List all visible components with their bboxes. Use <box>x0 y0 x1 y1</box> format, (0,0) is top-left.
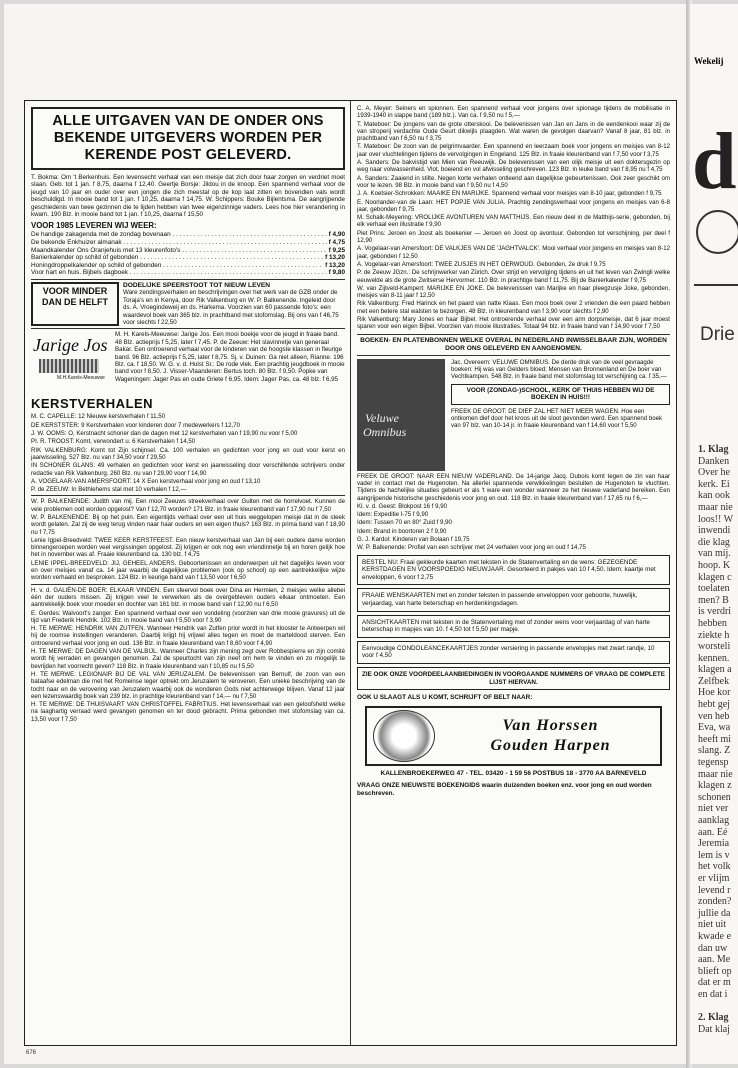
intro-text: T. Bokma: Om 't Berkenhuis. Een levensecht verhaal van een meisje dat zich door haar zorgen en verdriet moet slaan. Geb. tot 1 jan. f 8,75, daarna f 12,40. Geertje Borsje: Jildou in de knoop. Een spannend verhaal voor de jeugd van 10 jaar en ouder over een jongen die zich meestal op de kop laat zitten en bovendien vals wordt beschuldigd. In mooie band tot 1 jan. f 10,25, daarna f 14,75. W. Schippers: Bouke Bijlentsma. De aangrijpende geschiedenis van twee gezinnen die te lijden hebben van twee eigenzinnige vaders. Lees hoe hier verandering in kwam. 190 Blz. in mooie band tot 1 jan. f 10,25, daarna f 15,50 <box>31 174 345 219</box>
facing-header: Wekelij <box>694 56 724 66</box>
book-entry: M. Schalk-Meyering: VROLIJKE AVONTUREN VAN MATTHIJS. Een nieuw deel in de Matthijs-serie, gebonden, bij elk verhaal een illustratie f 9,90 <box>357 214 670 229</box>
cover-title: Jarige Jos <box>33 335 108 356</box>
page-number: 676 <box>26 1050 37 1056</box>
facing-bottom <box>698 1012 730 1035</box>
boekenbonnen-notice: BOEKEN- EN PLATENBONNEN WELKE OVERAL IN NEDERLAND INWISSELBAAR ZIJN, WORDEN DOOR ONS GELEVERD EN AANGENOMEN. <box>357 334 670 356</box>
book-entry: P. de ZEEUW: In Bethlehems stal met 10 verhalen f 12,— <box>31 486 187 494</box>
section-1985-heading: VOOR 1985 LEVEREN WIJ WEER: <box>31 221 157 231</box>
facing-body-line: maar nie <box>698 768 733 780</box>
price-line <box>31 239 345 247</box>
logo-line-2: Gouden Harpen <box>490 736 611 754</box>
book-entry: J. A. Koetsier-Schrokken: MAAIKE EN MARIJKE. Spannend verhaal voor meisjes van 8-10 jaar, gebonden f 9,75 <box>357 190 662 198</box>
facing-body-line: jullie da <box>698 907 731 919</box>
book-entry: A. Vogelaar-van Amersfoort: DE VALKJES VAN DE 'JAGHTVALCK'. Mooi verhaal voor jongens en meisjes van 8-12 jaar, gebonden f 12,50 <box>357 245 670 260</box>
left-column <box>29 101 347 1045</box>
item-price: f 4,90 <box>328 231 345 239</box>
item-name: De handige zakagenda met de zondag bovenaan . . . <box>31 231 327 239</box>
facing-big-letter: d <box>692 118 737 206</box>
item-name: Voor hart en huis. Bijbels dagboek . . . <box>31 269 327 277</box>
facing-body-line: dan uw <box>698 942 728 954</box>
facing-body-line: Zelfbek <box>698 675 730 687</box>
facing-body-line: lem is v <box>698 849 730 861</box>
book-entry: P. de Zeeuw JGzn.: De schrijnwerker van Zürich. Over strijd en vervolging tijdens en uit het leven van Zwingli welke eeuwelde als de grote Zwitserse Hervormer. 110 Blz. in prachtige band f 11,75. Bij de Banierkalender f 9,75 <box>357 269 670 284</box>
school-kerk-notice: VOOR (ZONDAG-)SCHOOL, KERK OF THUIS HEBBEN WIJ DE BOEKEN IN HUIS!!! <box>451 384 670 405</box>
address: KALLENBROEKERWEG 47 - TEL. 03420 - 1 59 56 POSTBUS 18 - 3770 AA BARNEVELD <box>380 769 647 777</box>
book-entry: Kl. v. d. Geest: Blokpost 16 f 9,90 <box>357 502 447 510</box>
slaagt-line: OOK U SLAAGT ALS U KOMT, SCHRIJFT OF BELT NAAR: <box>357 694 533 702</box>
facing-body-line: van mij. <box>698 548 731 560</box>
item-price: f 9,25 <box>328 246 345 254</box>
logo-line-1: Van Horssen <box>502 716 599 734</box>
facing-body-line: niet uit <box>698 919 727 931</box>
divider <box>31 584 345 585</box>
book-entry: Rik Valkenburg: Mary Jones en haar Bijbel. Het ontroerende verhaal over een arm dorpsmeisje, dat 6 jaar moest sparen voor een eigen Bijbel. Voorzien van mooie illustraties. Totaal 94 blz. in fraaie band van f 14,90 voor f 7,50 <box>357 316 670 331</box>
item-name: Banierkalender op schild of gebonden . . . <box>31 254 323 262</box>
facing-body-line: inwendi <box>698 525 731 537</box>
jarige-text: M. H. Karels-Meeuwse: Jarige Jos. Een mooi boekje voor de jeugd in fraaie band. 48 Blz. actieprijs f 5,25, later f 7,45. P. de Zeeuw: Het slavinnetje van generaal Bakar. Een ontroerend verhaal voor de kinderen van de hoogste klassen in fleurige band. 96 Blz. actieprijs f 5,25, later f 8,75. Sj. v. Duinen: Ga niet alleen, Rianne. 196 Blz. ca. f 18,50. W. G. v. d. Hulst Sr.: De rode vlek. Een prachtig jeugdboek in mooie band voor f 8,50. J. Visser-Vlaanderen: Bertus toch. 80 Blz. f 9,50. Popke van Wageningen: Jager Pas en oude Griete f 6,95. Idem: Jager Pas, ca. 48 blz. f 6,95 <box>115 331 345 383</box>
wenskaarten-box: FRAAIE WENSKAARTEN met en zonder teksten in passende enveloppen voor geboorte, huwelijk, verjaardag, van harte beterschap en herdenkingsdagen. <box>357 588 670 611</box>
book-entry: H. TE MERWE: DE THUISVAART VAN CHRISTOFFEL FABRITIUS. Het levensverhaal van een geloofsheld welke na laaghartig verraad werd gevangen genomen en ter dood gebracht. Prima gebonden met stofomslag van ca. 13,50 voor f 7,50 <box>31 701 345 723</box>
facing-body-line: klagen z <box>698 780 732 792</box>
van-horssen-logo <box>365 706 662 766</box>
book-entry: H. v. d. GALIËN-DE BOER: ELKAAR VINDEN. Een sfeervol boek over Dina en Hermien, 2 meisjes welke allebei één der ouders missen. Zij krijgen veel te verwerken als de overgebleven ouders elkaar ontmoeten. Een aantrekkelijk boek voor moeder en dochter van 161 blz. in mooie band van f 12,90 nu f 6,50 <box>31 586 345 609</box>
book-entry: DE KERSTSTER: 9 Kerstverhalen voor kinderen door 7 medewerkers f 12,70 <box>31 421 240 429</box>
cover-title-line1: Veluwe <box>365 410 399 425</box>
facing-heading: Drie <box>700 324 735 345</box>
veluwe-text: Jac. Overeem: VELUWE OMNIBUS. De derde druk van de veel gevraagde boeken: Hij was van Gelders bloed; Mensen van Bronnenland en De boer van Vechtkampen. 548 Blz. in fraaie band met stofomslag tot verschijning ca. f 35,— <box>451 358 667 381</box>
cover-illustration <box>39 359 99 373</box>
book-entry: IN SCHONER GLANS: 49 verhalen en gedichten voor kerst en jaarwisseling door verschillende schrijvers onder redactie van Rik Valkenburg. 260 Blz. nu van f 29,90 voor f 14,90 <box>31 462 345 477</box>
book-entry: PI. R. TROOST: Komt, verwondert u. 6 Kerstverhalen f 14,50 <box>31 438 196 446</box>
divider <box>31 495 345 496</box>
offer-jarige-jos <box>31 331 345 391</box>
facing-body-line: loos!! W <box>698 513 734 525</box>
item-price: f 9,80 <box>328 269 345 277</box>
facing-body-line: Danken <box>698 455 730 467</box>
facing-body-line: kwade e <box>698 930 732 942</box>
facing-body-line: kan ook <box>698 490 730 502</box>
facing-body-line: er vlijm <box>698 872 730 884</box>
column-divider <box>350 101 351 1045</box>
price-line <box>31 269 345 277</box>
facing-body-line: kerk. Ei <box>698 478 730 490</box>
facing-body-line: aanklag <box>698 815 730 826</box>
book-entry: A. Sanders: Zaaiend in stilte. Negen korte verhalen ontleend aan dagelijkse gebeurtenissen. Ook zeer geschikt om voor te lezen. 98 Blz. in mooie band van f 9,50 nu f 4,50 <box>357 174 670 189</box>
book-entry: T. Mateboer: De zoon van de pelgrimvaarder. Een spannend en leerzaam boek voor jongens en meisjes van 8-12 jaar over vluchtelingen tijdens de vervolgingen in Engeland. 125 Blz. in fraaie kleurenband van f 7,50 voor f 3,75 <box>357 143 670 158</box>
price-line <box>31 254 345 262</box>
kerst-list <box>29 413 347 723</box>
kerstverhalen-heading: KERSTVERHALEN <box>31 396 154 412</box>
facing-body-line: Eva, wa <box>698 722 731 734</box>
offer-speerstoot <box>31 282 345 326</box>
item-name: Maandkalender Ons Oranjehuis met 13 kleurenfoto's . . . <box>31 247 327 255</box>
cover-title-line2: Omnibus <box>363 424 407 439</box>
facing-body-line: klagen a <box>698 664 732 676</box>
harp-emblem-icon <box>373 710 435 762</box>
item-name: Honingdroppelkalender op schild of gebonden . . . <box>31 262 323 270</box>
book-entry: Idem: Brand in boortoren 2 f 9,90 <box>357 527 447 535</box>
book-entry: E. Gerdes: Walvoort's zanger. Een spannend verhaal over een vondeling (voorzien van drie mooie gravures) uit de tijd van Frederik Hendrik. 102 Blz. in mooie band van f 5,50 voor f 3,90 <box>31 609 345 624</box>
book-entry: Rik Valkenburg: Fred Harinck en het paard van natte Klaas. Een mooi boek over 2 vrienden die een paard hebben met een betere stal walsten te bezorgen. 48 Blz. in kleurenband van f 3,90 voor slechts f 2,90 <box>357 300 670 315</box>
facing-body-line: tegensp <box>698 757 729 769</box>
offer-title: DODELIJKE SPEERSTOOT TOT NIEUW LEVEN <box>123 282 271 289</box>
book-entry: H. TE MERWE: DE DAGEN VAN DE VALBIJL. Wanneer Charles zijn mening zegt over Robbespierre en zijn comité wordt hij verraden en gevangen genomen. Zal de speurtocht van zijn neef om hem te vinden en zo mogelijk te bevrijden het voorrecht geven? 118 Blz. in fraaie kleurenband van f 10,85 nu f 5,50 <box>31 648 345 670</box>
facing-body-line: worsteli <box>698 641 731 653</box>
zie-ook-box: ZIE OOK ONZE VOORDEELAANBIEDINGEN IN VOORGAANDE NUMMERS OF VRAAG DE COMPLETE LIJST HIERVAN. <box>357 667 670 690</box>
condoleance-box: Eenvoudige CONDOLEANCEKAARTJES zonder versiering in passende envelopjes met zwart randje, 10 voor f 4,50 <box>357 641 670 664</box>
facing-body-line: aan. Eé <box>698 826 728 838</box>
item-price: f 4,75 <box>328 239 345 247</box>
offer-text <box>123 282 345 326</box>
facing-body-line: Over he <box>698 467 730 479</box>
book-entry: A. Sanders: De bakvistijd van Mien van Reeuwijk. De belevenissen van een olijk meisje uit een doktersgezin op weg naar volwassenheid. Vlot, boeiend en vol afwisseling geschreven. 123 Blz. in leuke band van f 8,95 nu f 4,75 <box>357 159 670 174</box>
book-entry: G. J. Kardol: Kinderen van Bolaan f 19,75 <box>357 535 470 543</box>
voor-minder-badge: VOOR MINDER DAN DE HELFT <box>31 282 119 326</box>
boekengids-line: VRAAG ONZE NIEUWSTE BOEKENGIDS waarin duizenden boeken enz. voor jong en oud worden beschreven. <box>357 781 652 797</box>
facing-body-line: die klag <box>698 536 730 548</box>
price-list-1985 <box>29 231 347 277</box>
book-entry: H. TE MERWE: HENDRIK VAN ZUTFEN. Wanneer Hendrik van Zutfen prior wordt in het klooster te Antwerpen wil hij de roomse instellingen veranderen. Daarbij krijgt hij vrijwel alles tegen en moet de marteldood sterven. Een ontroerend verhaal voor jong en oud. 136 Blz. in fraaie kleurenband van f 8,60 voor f 4,90 <box>31 625 345 647</box>
facing-body-line: schonen <box>698 791 731 803</box>
book-entry: Idem: Expeditie I-75 f 9,90 <box>357 511 429 519</box>
item-price: f 13,20 <box>325 261 345 269</box>
facing-body-line: is verdri <box>698 606 732 618</box>
facing-body-line: hebt gej <box>698 699 730 711</box>
facing-body-line: ziekte h <box>698 629 730 641</box>
book-entry: W. P. Balkenende: Profiel van een schrijver met 24 verhalen voor jong en oud f 14,75 <box>357 544 586 552</box>
book-entry: A. Vogelaar-van Amersfoort: TWEE ZUSJES IN HET OERWOUD. Gebonden, 2e druk f 9,75 <box>357 260 606 268</box>
facing-body-line: zonden? <box>698 896 732 908</box>
facing-body-line: toelaten <box>698 583 730 595</box>
book-entry: A. VOGELAAR-VAN AMERSFOORT: 14 X Een kerstverhaal voor jong en oud f 13,10 <box>31 477 261 485</box>
facing-body-line: Jeremia <box>698 838 730 850</box>
facing-body-line: kennen. <box>698 652 730 664</box>
facing-emblem-icon <box>696 210 738 254</box>
facing-body <box>698 444 738 1001</box>
facing-body-line: aan. Me <box>698 954 731 966</box>
offer-body: Ware zendingsverhalen en beschrijvingen over het werk van de GZB onder de Toraja's en in Kenya, door Rik Valkenburg en W. P. Balkenende. Ingeleid door ds. A. Vroegindeweij en ds. Harkema. Voorzien van 60 passende foto's: een waardevol boek van 365 blz. in prachtband met stofomslag. Bij ons van f 46,75 voor slechts f 22,50 <box>123 289 339 327</box>
facing-body-line: hoop. K <box>698 559 731 571</box>
magazine-page <box>4 4 688 1064</box>
logo-text <box>441 716 660 756</box>
facing-body-line: slang. Z <box>698 745 731 757</box>
facing-body-line: men? B <box>698 594 729 606</box>
divider <box>31 279 345 280</box>
book-entry: LENIE IPPEL-BREEDVELD: JIJ, GEHEEL ANDERS. Geboortenissen en onderwerpen uit het dagelijks leven voor en over meisjes vanaf ca. 14 jaar waarbij de dagelijkse problemen (ook op school) op een aantrekkelijke wijze worden verhaald en besproken. 124 Blz. in keurige band van f 13,50 voor f 6,50 <box>31 559 345 582</box>
advertisement-block <box>24 100 677 1046</box>
book-entry: M. C. CAPELLE: 12 Nieuwe kerstverhalen f 11,50 <box>31 413 166 421</box>
price-line <box>31 231 345 239</box>
bestel-box: BESTEL NU: Fraai gekleurde kaarten met teksten in de Statenvertaling en de wens: GEZEGENDE KERSTDAGEN EN VOORSPOEDIG NIEUWJAAR. Gesorteerd in pakjes van 10 f 4,50. Idem: kaartje met enveloppen, 6 voor f 2,75 <box>357 555 670 586</box>
facing-rule <box>694 284 738 286</box>
book-entry: E. Noorlander-van de Laan: HET POPJE VAN JULIA. Prachtig zendingsverhaal voor jongens en meisjes van 6-8 jaar, gebonden f 9,75 <box>357 198 670 213</box>
freek-text: FREEK DE GROOT: DE DIEF ZAL HET NIET MEER WAGEN. Hoe een ontkomen dief door het kroos uit de sloot gevonden werd. Een spannend boek van 97 blz. van 10-14 jr. in fraaie kleurenband van f 14,60 voor f 5,50 <box>451 407 663 430</box>
book-entry: J. W. OOMS: O, Kerstnacht schoner dan de dagen met 12 kerstverhalen van f 19,90 nu voor f 5,00 <box>31 430 298 438</box>
book-entry: Piet Prins: Jeroen en Joost als boekenier — Jeroen en Joost op avontuur. Gebonden tot verschijning, per deel f 12,90 <box>357 229 670 245</box>
facing-body-line: maar nie <box>698 501 733 513</box>
book-entry: RIK VALKENBURG: Komt tot Zijn schijnsel. Ca. 100 verhalen en gedichten voor jong en oud voor kerst en jaarwisseling. 527 Blz. nu van f 34,50 voor f 29,50 <box>31 446 345 461</box>
offer-veluwe-omnibus <box>357 359 670 471</box>
facing-body-line: levend r <box>698 884 731 896</box>
facing-body-line: hebben <box>698 617 727 629</box>
facing-body-line: en dat i <box>698 988 728 1000</box>
ansichtkaarten-box: ANSICHTKAARTEN met teksten in de Statenvertaling met of zonder wens voor verjaardag of van harte beterschap in mapjes van 10. f 4,50 tot f 5,50 per mapje. <box>357 615 670 638</box>
facing-body-line: ven heb <box>698 710 730 722</box>
facing-body-line: blieft op <box>698 965 732 977</box>
right-column <box>355 101 672 1045</box>
book-entry: Lenie Igpel-Breedveld: TWEE KEER KERSTFEEST. Een nieuw kerstverhaal van Jan bij een oudere dame worden binnengeroepen worden veel vergissingen opgelost. Zij krijgen er ook nog een vriendinnetje bij en horen gelijk hoe het in november was af. Fraaie kleurenband ca. 130 blz. f 4,75 <box>31 536 345 559</box>
cover-author: M.H.Karels-Meeuwse <box>57 375 105 382</box>
book-entry: W. P. BALKENENDE: Bij op het puin. Een eigentijds verhaal over een uit huis weggelopen meisje dat in de steek wordt gelaten. Zal zij de weg terug vinden naar haar ouders en een eigen thuis? 163 Blz. in prima band van f 18,90 nu f 7,75 <box>31 514 345 536</box>
facing-bottom-line: Dat klaj <box>698 1023 730 1035</box>
book-entry: C. A. Meyer: Seiners en spionnen. Een spannend verhaal voor jongens over spionage tijdens de mobilisatie in 1939-1940 in slappe band (189 blz.). Van ca. f 9,50 nu f 5,— <box>357 105 670 120</box>
price-line <box>31 262 345 270</box>
book-entry: FREEK DE GROOT: NAAR EEN NIEUW VADERLAND. De 14-jarige Jacq. Dubois komt tegen de zin van haar vader in contact met de Hugenoten. Na allerlei spannende verwikkelingen besluiten de Hugenoten te vluchten. Tijdens de hachelijke situaties gebeurt er als 't ware een wonder wanneer ze het nieuwe vaderland bereiken. Een aangrijpende historische geschiedenis voor jong en oud. 118 Blz. in fraaie kleurenband van f 17,65 nu f 6,— <box>357 472 670 502</box>
facing-body-line: dat er m <box>698 977 731 989</box>
book-entry: T. Mateboer: De jongens van de grote otterskooi. De belevenissen van Jan en Jans in de eendenkooi waar zij de van stroperij verdachte Oude Geurt dikwijls plaagden. Wat waren de gevolgen daarvan? Vanaf 8 jaar, 81 blz. in prachtband van f 6,50 nu f 3,75 <box>357 120 670 143</box>
facing-bottom-line: 2. Klag <box>698 1012 729 1023</box>
book-entry: Idem: Tussen 70 en 80° Zuid f 9,90 <box>357 519 452 527</box>
book-entry: W. P. BALKENENDE: Judith van mij. Een mooi Zeeuws streekverhaal over Gulten met de horrelvoet. Kunnen de vele problemen ooit worden opgelost? Van f 12,70 worden? 171 Blz. in fraaie kleurenband van f 17,90 nu f 7,50 <box>31 498 345 513</box>
facing-body-line: 1. Klag <box>698 444 729 455</box>
facing-body-line: niet ver <box>698 803 729 815</box>
facing-page <box>690 4 738 1064</box>
facing-body-line: Hoe kor <box>698 687 731 699</box>
headline: ALLE UITGAVEN VAN DE ONDER ONS BEKENDE UITGEVERS WORDEN PER KERENDE POST GELEVERD. <box>31 107 345 170</box>
book-entry: W. van Zijtveld-Kampert: MARIJKE EN JOKE. De belevenissen van Marijke en haar pleegzusje Joke, gebonden, meisjes van 8-11 jaar f 12,50 <box>357 284 670 300</box>
veluwe-text-block <box>451 359 670 471</box>
divider <box>31 328 345 329</box>
price-line <box>31 247 345 255</box>
facing-body-line: heeft mi <box>698 733 732 745</box>
book-entry: H. TE MERWE: LEGIONAIR BIJ DE VAL VAN JERUZALEM. De belevenissen van Bernulf, de zoon van een bataafse edelman die met het Romeinse leger optrekt om Jeruzalem te veroveren. Een unieke beschrijving van de tocht naar en de verovering van Jeruzalem waarbij ook de wonderen Gods niet achterwege blijven. Vanaf 12 jaar een lezenswaardig boek van 239 blz. in prachtige kleurenband van f 14,— nu f 7,50 <box>31 670 345 700</box>
book-cover-jarige-jos <box>31 331 111 391</box>
facing-body-line: het volk <box>698 861 731 873</box>
item-price: f 13,20 <box>325 254 345 262</box>
item-name: De bekende Enkhuizer almanak . . . <box>31 239 327 247</box>
facing-body-line: klagen c <box>698 571 732 583</box>
book-cover-veluwe-omnibus <box>357 359 445 471</box>
